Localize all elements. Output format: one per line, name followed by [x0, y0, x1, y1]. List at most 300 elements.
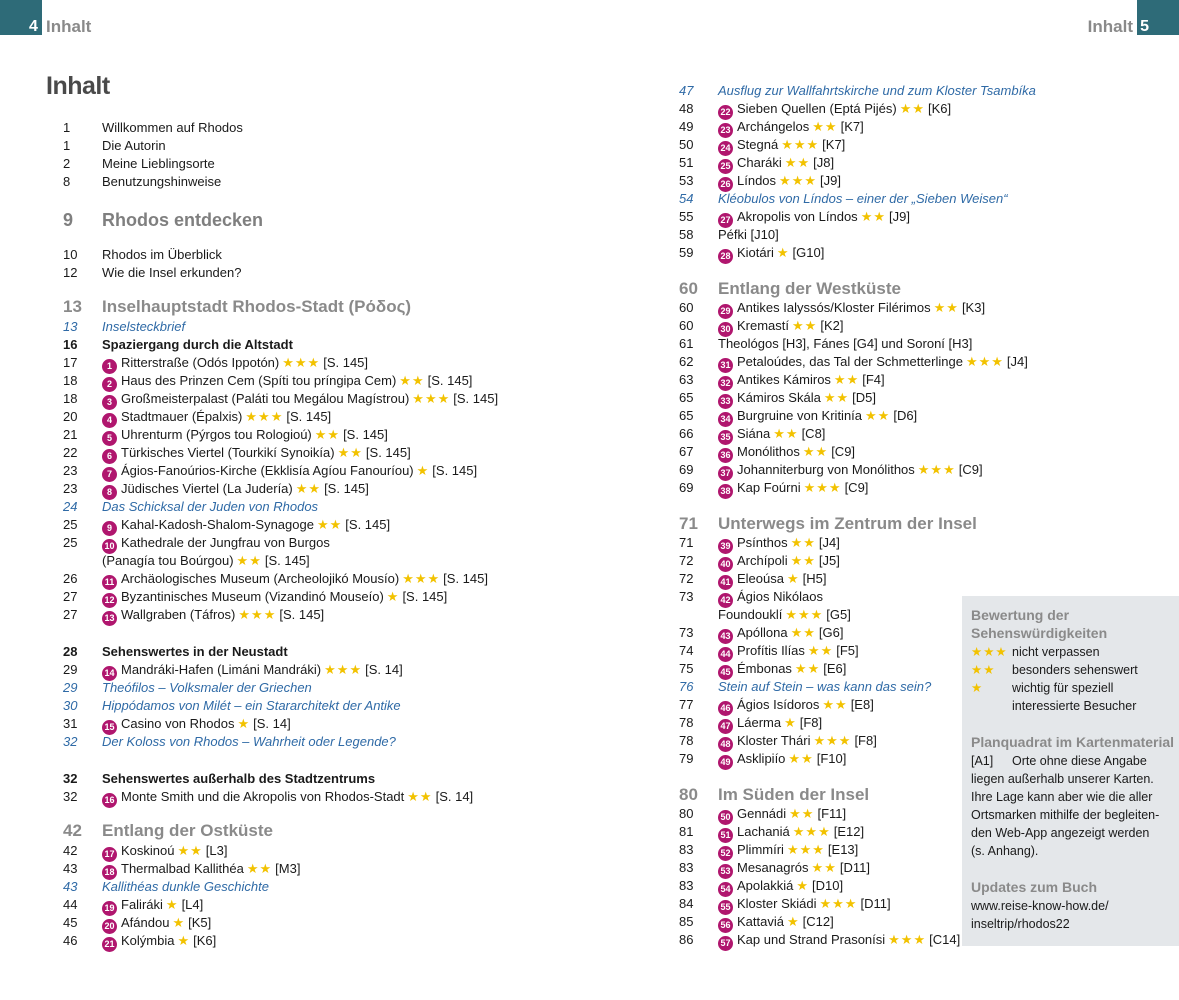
map-reference: [K5]: [188, 915, 212, 930]
toc-entry-label: Stegná: [737, 137, 779, 152]
toc-page-number: 65: [679, 408, 694, 423]
sight-number-badge: 21: [102, 937, 117, 952]
toc-page-number: 71: [679, 514, 698, 533]
toc-entry: [102, 211, 263, 229]
toc-page-number: 83: [679, 878, 694, 893]
toc-page-number: 18: [63, 373, 78, 388]
toc-entry: [102, 770, 375, 788]
rating-label: nicht verpassen: [1012, 645, 1100, 659]
toc-entry-label: Burgruine von Kritinía: [737, 408, 863, 423]
star-rating-icon: ★★: [246, 861, 273, 876]
star-rating-icon: ★: [237, 716, 251, 731]
toc-page-number: 17: [63, 355, 78, 370]
map-reference: [K6]: [193, 933, 217, 948]
sight-number-badge: 4: [102, 413, 117, 428]
toc-page-number: 42: [63, 821, 82, 840]
toc-entry-label: Spaziergang durch die Altstadt: [102, 337, 293, 352]
toc-entry: [102, 570, 488, 590]
toc-entry: [718, 371, 885, 391]
toc-page-number: 9: [63, 210, 74, 230]
toc-page-number: 84: [679, 896, 694, 911]
toc-page-number: 75: [679, 661, 694, 676]
sight-number-badge: 46: [718, 701, 733, 716]
toc-page-number: 23: [63, 463, 78, 478]
star-rating-icon: ★★: [812, 119, 838, 134]
toc-page-number: 27: [63, 589, 78, 604]
toc-page-number: 83: [679, 860, 694, 875]
map-reference: [D11]: [860, 896, 891, 911]
toc-entry: [718, 642, 859, 662]
toc-entry-label: Psínthos: [737, 535, 788, 550]
toc-entry-label: Thermalbad Kallithéa: [121, 861, 244, 876]
star-rating-icon: ★★★: [238, 607, 277, 622]
map-reference: [F5]: [836, 643, 859, 658]
sight-number-badge: 48: [718, 737, 733, 752]
toc-page-number: 25: [63, 535, 78, 550]
toc-entry: [718, 280, 901, 298]
toc-entry-label: Ágios-Fanoúrios-Kirche (Ekklisía Agíou Fanouríou): [121, 463, 414, 478]
star-rating-icon: ★★: [794, 661, 821, 676]
toc-page-number: 80: [679, 806, 694, 821]
toc-entry-label: Profítis Ilías: [737, 643, 805, 658]
map-reference: [M3]: [275, 861, 301, 876]
star-rating-icon: ★★: [807, 643, 834, 658]
sight-number-badge: 32: [718, 376, 733, 391]
toc-entry-label: Entlang der Ostküste: [102, 821, 273, 840]
toc-page-number: 78: [679, 733, 694, 748]
map-reference: [D6]: [893, 408, 918, 423]
toc-entry-label: Láerma: [737, 715, 782, 730]
toc-entry: [718, 190, 1008, 208]
star-rating-icon: ★★: [784, 155, 811, 170]
toc-entry: [102, 408, 331, 428]
map-reference: [G10]: [792, 245, 825, 260]
sight-number-badge: 24: [718, 141, 733, 156]
toc-page-number: 13: [63, 319, 78, 334]
toc-entry-label: Kap und Strand Prasonísi: [737, 932, 886, 947]
map-reference: [J8]: [813, 155, 835, 170]
toc-entry-label: Kloster Skiádi: [737, 896, 817, 911]
toc-entry-label: Archäologisches Museum (Archeolojikó Mousío): [121, 571, 400, 586]
toc-entry-label: Émbonas: [737, 661, 792, 676]
toc-page-number: 1: [63, 120, 71, 135]
sight-number-badge: 20: [102, 919, 117, 934]
toc-entry-label: Theológos [H3], Fánes [G4] und Soroní [H3]: [718, 336, 973, 351]
map-reference: [C8]: [801, 426, 826, 441]
toc-page-number: 20: [63, 409, 78, 424]
toc-entry: [718, 823, 864, 843]
toc-entry: [718, 552, 840, 572]
toc-entry: [102, 390, 498, 410]
toc-entry: [102, 119, 243, 137]
toc-entry-label: Sehenswertes außerhalb des Stadtzentrums: [102, 771, 376, 786]
sight-number-badge: 5: [102, 431, 117, 446]
map-reference: [S. 145]: [432, 463, 478, 478]
rating-item: [971, 679, 1114, 697]
map-reference: [E8]: [850, 697, 874, 712]
map-reference: [F8]: [799, 715, 823, 730]
updates-title: Updates zum Buch: [971, 879, 1098, 895]
map-reference: [S. 145]: [427, 373, 473, 388]
toc-entry-label: Ritterstraße (Odós Ippotón): [121, 355, 280, 370]
toc-entry-label: Uhrenturm (Pýrgos tou Rologioú): [121, 427, 312, 442]
sight-number-badge: 40: [718, 557, 733, 572]
sight-number-badge: 44: [718, 647, 733, 662]
toc-entry: [718, 895, 891, 915]
map-reference: [S. 145]: [324, 481, 369, 496]
map-reference: [E13]: [827, 842, 859, 857]
sight-number-badge: 12: [102, 593, 117, 608]
map-reference: [C9]: [958, 462, 983, 477]
star-rating-icon: ★★: [295, 481, 322, 496]
sight-number-badge: 9: [102, 521, 117, 536]
toc-page-number: 24: [63, 499, 78, 514]
toc-entry-label: Archípoli: [737, 553, 788, 568]
sight-number-badge: 49: [718, 755, 733, 770]
toc-entry-label: Apolakkiá: [737, 878, 794, 893]
map-reference: [E6]: [823, 661, 847, 676]
toc-entry: [718, 172, 841, 192]
toc-entry: [718, 389, 876, 409]
toc-entry: [102, 372, 472, 392]
map-reference: [S. 145]: [365, 445, 411, 460]
grid-line: Ortsmarken mithilfe der begleiten-: [971, 808, 1160, 822]
toc-entry: [718, 226, 779, 244]
toc-entry: [718, 353, 1028, 373]
sight-number-badge: 11: [102, 575, 117, 590]
sight-number-badge: 14: [102, 666, 117, 681]
grid-code: [A1]: [971, 754, 994, 768]
star-rating-icon: ★★: [789, 806, 815, 821]
toc-page-number: 32: [63, 734, 78, 749]
sight-number-badge: 47: [718, 719, 733, 734]
toc-entry-label: Johanniterburg von Monólithos: [737, 462, 915, 477]
sight-number-badge: 27: [718, 213, 733, 228]
page-title: Inhalt: [46, 72, 110, 100]
sight-number-badge: 3: [102, 395, 117, 410]
star-rating-icon: ★: [177, 933, 191, 948]
toc-entry: [102, 715, 291, 735]
toc-entry: [102, 588, 447, 608]
map-reference: [S. 145]: [443, 571, 488, 586]
toc-entry: [718, 534, 840, 554]
toc-entry-label: Monólithos: [737, 444, 800, 459]
toc-entry: [102, 155, 215, 173]
map-reference: [K7]: [840, 119, 864, 134]
map-reference: [E12]: [833, 824, 865, 839]
sight-number-badge: 17: [102, 847, 117, 862]
toc-entry-label: Péfki [J10]: [718, 227, 779, 242]
toc-entry-label: Líndos: [737, 173, 777, 188]
star-rating-icon: ★★★: [402, 571, 441, 586]
toc-page-number: 27: [63, 607, 78, 622]
toc-entry: [102, 534, 330, 554]
toc-entry: [102, 679, 312, 697]
toc-entry: [718, 588, 823, 608]
toc-page-number: 61: [679, 336, 694, 351]
rating-item: [971, 643, 1100, 661]
toc-entry: [102, 298, 411, 316]
toc-entry-label: Kallithéas dunkle Geschichte: [102, 879, 269, 894]
toc-page-number: 73: [679, 589, 694, 604]
grid-line: Ihre Lage kann aber wie die aller: [971, 790, 1153, 804]
sight-number-badge: 56: [718, 918, 733, 933]
toc-entry-label: Antikes Ialyssós/Kloster Filérimos: [737, 300, 931, 315]
star-rating-icon: ★★: [899, 101, 926, 116]
map-reference: [S. 145]: [343, 427, 388, 442]
toc-page-number: 31: [63, 716, 78, 731]
sight-number-badge: 30: [718, 322, 733, 337]
toc-entry-label: Lachaniá: [737, 824, 790, 839]
toc-page-number: 62: [679, 354, 694, 369]
toc-entry-label: Kattaviá: [737, 914, 784, 929]
toc-entry-label: Foundouklí: [718, 607, 783, 622]
star-rating-icon: ★: [172, 915, 186, 930]
toc-entry-label: Großmeisterpalast (Paláti tou Megálou Magístrou): [121, 391, 410, 406]
toc-entry-label: Siána: [737, 426, 771, 441]
toc-entry: [718, 714, 822, 734]
map-reference: [G6]: [818, 625, 844, 640]
toc-page-number: 72: [679, 553, 694, 568]
sight-number-badge: 57: [718, 936, 733, 951]
star-rating-icon: ★★: [860, 209, 886, 224]
sight-number-badge: 53: [718, 864, 733, 879]
map-reference: [C9]: [844, 480, 869, 495]
toc-entry: [102, 516, 390, 536]
star-rating-icon: ★★: [802, 444, 829, 459]
toc-page-number: 74: [679, 643, 694, 658]
toc-entry-label: Plimmíri: [737, 842, 784, 857]
map-reference: [J4]: [1006, 354, 1028, 369]
toc-entry-label: Kiotári: [737, 245, 774, 260]
toc-entry: [718, 461, 983, 481]
toc-entry-label: Theófilos – Volksmaler der Griechen: [102, 680, 312, 695]
rating-item: [971, 661, 1138, 679]
toc-entry: [718, 931, 960, 951]
grid-line: Orte ohne diese Angabe: [1012, 754, 1147, 768]
sight-number-badge: 26: [718, 177, 733, 192]
toc-entry-label: Unterwegs im Zentrum der Insel: [718, 514, 977, 533]
sight-number-badge: 36: [718, 448, 733, 463]
sight-number-badge: 8: [102, 485, 117, 500]
toc-entry-label: Kremastí: [737, 318, 790, 333]
star-rating-icon: ★★: [833, 372, 860, 387]
rating-title-2: Sehenswürdigkeiten: [971, 625, 1108, 641]
map-reference: [J5]: [818, 553, 840, 568]
toc-page-number: 80: [679, 785, 698, 804]
toc-entry: [718, 443, 855, 463]
map-reference: [S. 145]: [402, 589, 448, 604]
star-rating-icon: ★★: [177, 843, 203, 858]
toc-entry: [718, 136, 845, 156]
toc-entry: [718, 515, 977, 533]
sight-number-badge: 45: [718, 665, 733, 680]
toc-entry-label: Kahal-Kadosh-Shalom-Synagoge: [121, 517, 314, 532]
star-rating-icon: ★: [386, 589, 400, 604]
map-reference: [F4]: [862, 372, 885, 387]
map-reference: [S. 145]: [286, 409, 332, 424]
map-reference: [S. 145]: [345, 517, 391, 532]
toc-entry-label: Akropolis von Líndos: [737, 209, 858, 224]
toc-page-number: 46: [63, 933, 78, 948]
toc-entry: [718, 841, 858, 861]
sight-number-badge: 31: [718, 358, 733, 373]
toc-page-number: 63: [679, 372, 694, 387]
toc-entry-label: Eleoúsa: [737, 571, 784, 586]
toc-page-number: 2: [63, 156, 71, 171]
toc-entry: [102, 643, 288, 661]
star-rating-icon: ★★: [811, 860, 837, 875]
page-number-left: 4: [29, 18, 38, 35]
star-rating-icon: ★★★: [786, 842, 825, 857]
map-reference: [D10]: [812, 878, 844, 893]
star-rating-icon: ★★★: [888, 932, 927, 947]
toc-entry: [718, 244, 824, 264]
toc-page-number: 79: [679, 751, 694, 766]
star-rating-icon: ★★★: [785, 607, 824, 622]
toc-entry: [102, 842, 227, 862]
toc-entry-label: Mesanagrós: [737, 860, 809, 875]
sight-number-badge: 13: [102, 611, 117, 626]
toc-page-number: 72: [679, 571, 694, 586]
map-reference: [D11]: [839, 860, 870, 875]
sight-number-badge: 10: [102, 539, 117, 554]
toc-entry-label: Mandráki-Hafen (Limáni Mandráki): [121, 662, 322, 677]
toc-entry-label: Faliráki: [121, 897, 163, 912]
toc-entry: [718, 678, 931, 696]
toc-page-number: 69: [679, 480, 694, 495]
map-reference: [S. 145]: [264, 553, 310, 568]
toc-entry: [102, 788, 473, 808]
rating-title: Bewertung der: [971, 607, 1070, 623]
toc-entry: [718, 913, 834, 933]
toc-entry-label: Kloster Thári: [737, 733, 811, 748]
star-rating-icon: ★★: [314, 427, 341, 442]
grid-title: Planquadrat im Kartenmaterial: [971, 734, 1175, 750]
toc-entry-label: Ausflug zur Wallfahrtskirche und zum Kloster Tsambíka: [718, 83, 1036, 98]
toc-entry-label: Entlang der Westküste: [718, 279, 901, 298]
sight-number-badge: 54: [718, 882, 733, 897]
star-rating-icon: ★★★: [779, 173, 818, 188]
toc-entry-label: Jüdisches Viertel (La Judería): [121, 481, 293, 496]
toc-entry: [102, 697, 401, 715]
star-rating-icon: ★★★: [324, 662, 363, 677]
sight-number-badge: 55: [718, 900, 733, 915]
toc-entry-label: Sehenswertes in der Neustadt: [102, 644, 288, 659]
grid-line: liegen außerhalb unserer Karten.: [971, 772, 1154, 786]
star-rating-icon: ★★: [790, 535, 816, 550]
toc-entry-label: Hippódamos von Milét – ein Stararchitekt der Antike: [102, 698, 401, 713]
toc-page-number: 78: [679, 715, 694, 730]
star-rating-icon: ★★: [316, 517, 343, 532]
toc-entry-label: Kathedrale der Jungfrau von Burgos: [121, 535, 330, 550]
star-rating-icon: ★★★: [792, 824, 831, 839]
toc-page-number: 26: [63, 571, 78, 586]
toc-entry-label: Das Schicksal der Juden von Rhodos: [102, 499, 319, 514]
toc-page-number: 69: [679, 462, 694, 477]
sight-number-badge: 16: [102, 793, 117, 808]
star-rating-icon: ★: [784, 715, 797, 730]
sight-number-badge: 35: [718, 430, 733, 445]
toc-entry: [102, 878, 269, 896]
toc-page-number: 49: [679, 119, 694, 134]
sight-number-badge: 34: [718, 412, 733, 427]
toc-entry-label: Kámiros Skála: [737, 390, 821, 405]
map-reference: [F10]: [816, 751, 847, 766]
map-reference: [S. 145]: [279, 607, 325, 622]
toc-entry: [102, 264, 241, 282]
toc-page-number: 66: [679, 426, 694, 441]
toc-page-number: 29: [63, 680, 78, 695]
map-reference: [C9]: [831, 444, 856, 459]
toc-entry: [718, 154, 834, 174]
toc-entry-label: Gennádi: [737, 806, 787, 821]
sight-number-badge: 15: [102, 720, 117, 735]
sight-number-badge: 33: [718, 394, 733, 409]
star-rating-icon: ★★★: [965, 354, 1004, 369]
toc-entry: [102, 914, 211, 934]
toc-entry-label: Charáki: [737, 155, 782, 170]
star-rating-icon: ★★: [790, 553, 816, 568]
toc-entry-label: Türkisches Viertel (Tourkikí Synoikía): [121, 445, 335, 460]
toc-page-number: 81: [679, 824, 694, 839]
toc-entry-label: Haus des Prinzen Cem (Spíti tou príngipa Cem): [121, 373, 397, 388]
toc-entry: [718, 425, 825, 445]
toc-page-number: 65: [679, 390, 694, 405]
header-title-right: Inhalt: [1087, 17, 1133, 36]
toc-page-number: 55: [679, 209, 694, 224]
toc-page-number: 42: [63, 843, 78, 858]
sight-number-badge: 39: [718, 539, 733, 554]
updates-url: www.reise-know-how.de/: [971, 899, 1109, 913]
toc-entry-label: Archángelos: [737, 119, 810, 134]
toc-entry-label: Stein auf Stein – was kann das sein?: [718, 679, 932, 694]
toc-entry: [102, 137, 166, 155]
toc-entry-label: Wie die Insel erkunden?: [102, 265, 242, 280]
star-rating-icon: ★★★: [282, 355, 321, 370]
toc-entry: [718, 100, 951, 120]
toc-page-number: 44: [63, 897, 78, 912]
toc-page-number: 43: [63, 861, 78, 876]
toc-page-number: 45: [63, 915, 78, 930]
star-rating-icon: ★★: [790, 625, 816, 640]
sight-number-badge: 37: [718, 466, 733, 481]
map-reference: [L4]: [181, 897, 204, 912]
sight-number-badge: 1: [102, 359, 117, 374]
toc-page-number: 53: [679, 173, 694, 188]
star-rating-icon: ★★: [236, 553, 262, 568]
map-reference: [C14]: [929, 932, 961, 947]
sight-number-badge: 22: [718, 105, 733, 120]
star-rating-icon: ★★: [822, 697, 848, 712]
star-rating-icon: ★: [416, 463, 430, 478]
sight-number-badge: 2: [102, 377, 117, 392]
toc-entry: [718, 299, 985, 319]
star-rating-icon: ★: [786, 571, 800, 586]
sight-number-badge: 38: [718, 484, 733, 499]
map-reference: [S. 14]: [365, 662, 403, 677]
toc-page-number: 28: [63, 644, 78, 659]
rating-label: interessierte Besucher: [1012, 699, 1137, 713]
map-reference: [S. 14]: [435, 789, 474, 804]
grid-line: den Web-App angezeigt werden: [971, 826, 1150, 840]
sight-number-badge: 42: [718, 593, 733, 608]
map-reference: [C12]: [802, 914, 834, 929]
toc-entry: [718, 859, 870, 879]
toc-page-number: 54: [679, 191, 694, 206]
toc-entry: [102, 246, 222, 264]
toc-entry-label: Asklipiío: [737, 751, 786, 766]
